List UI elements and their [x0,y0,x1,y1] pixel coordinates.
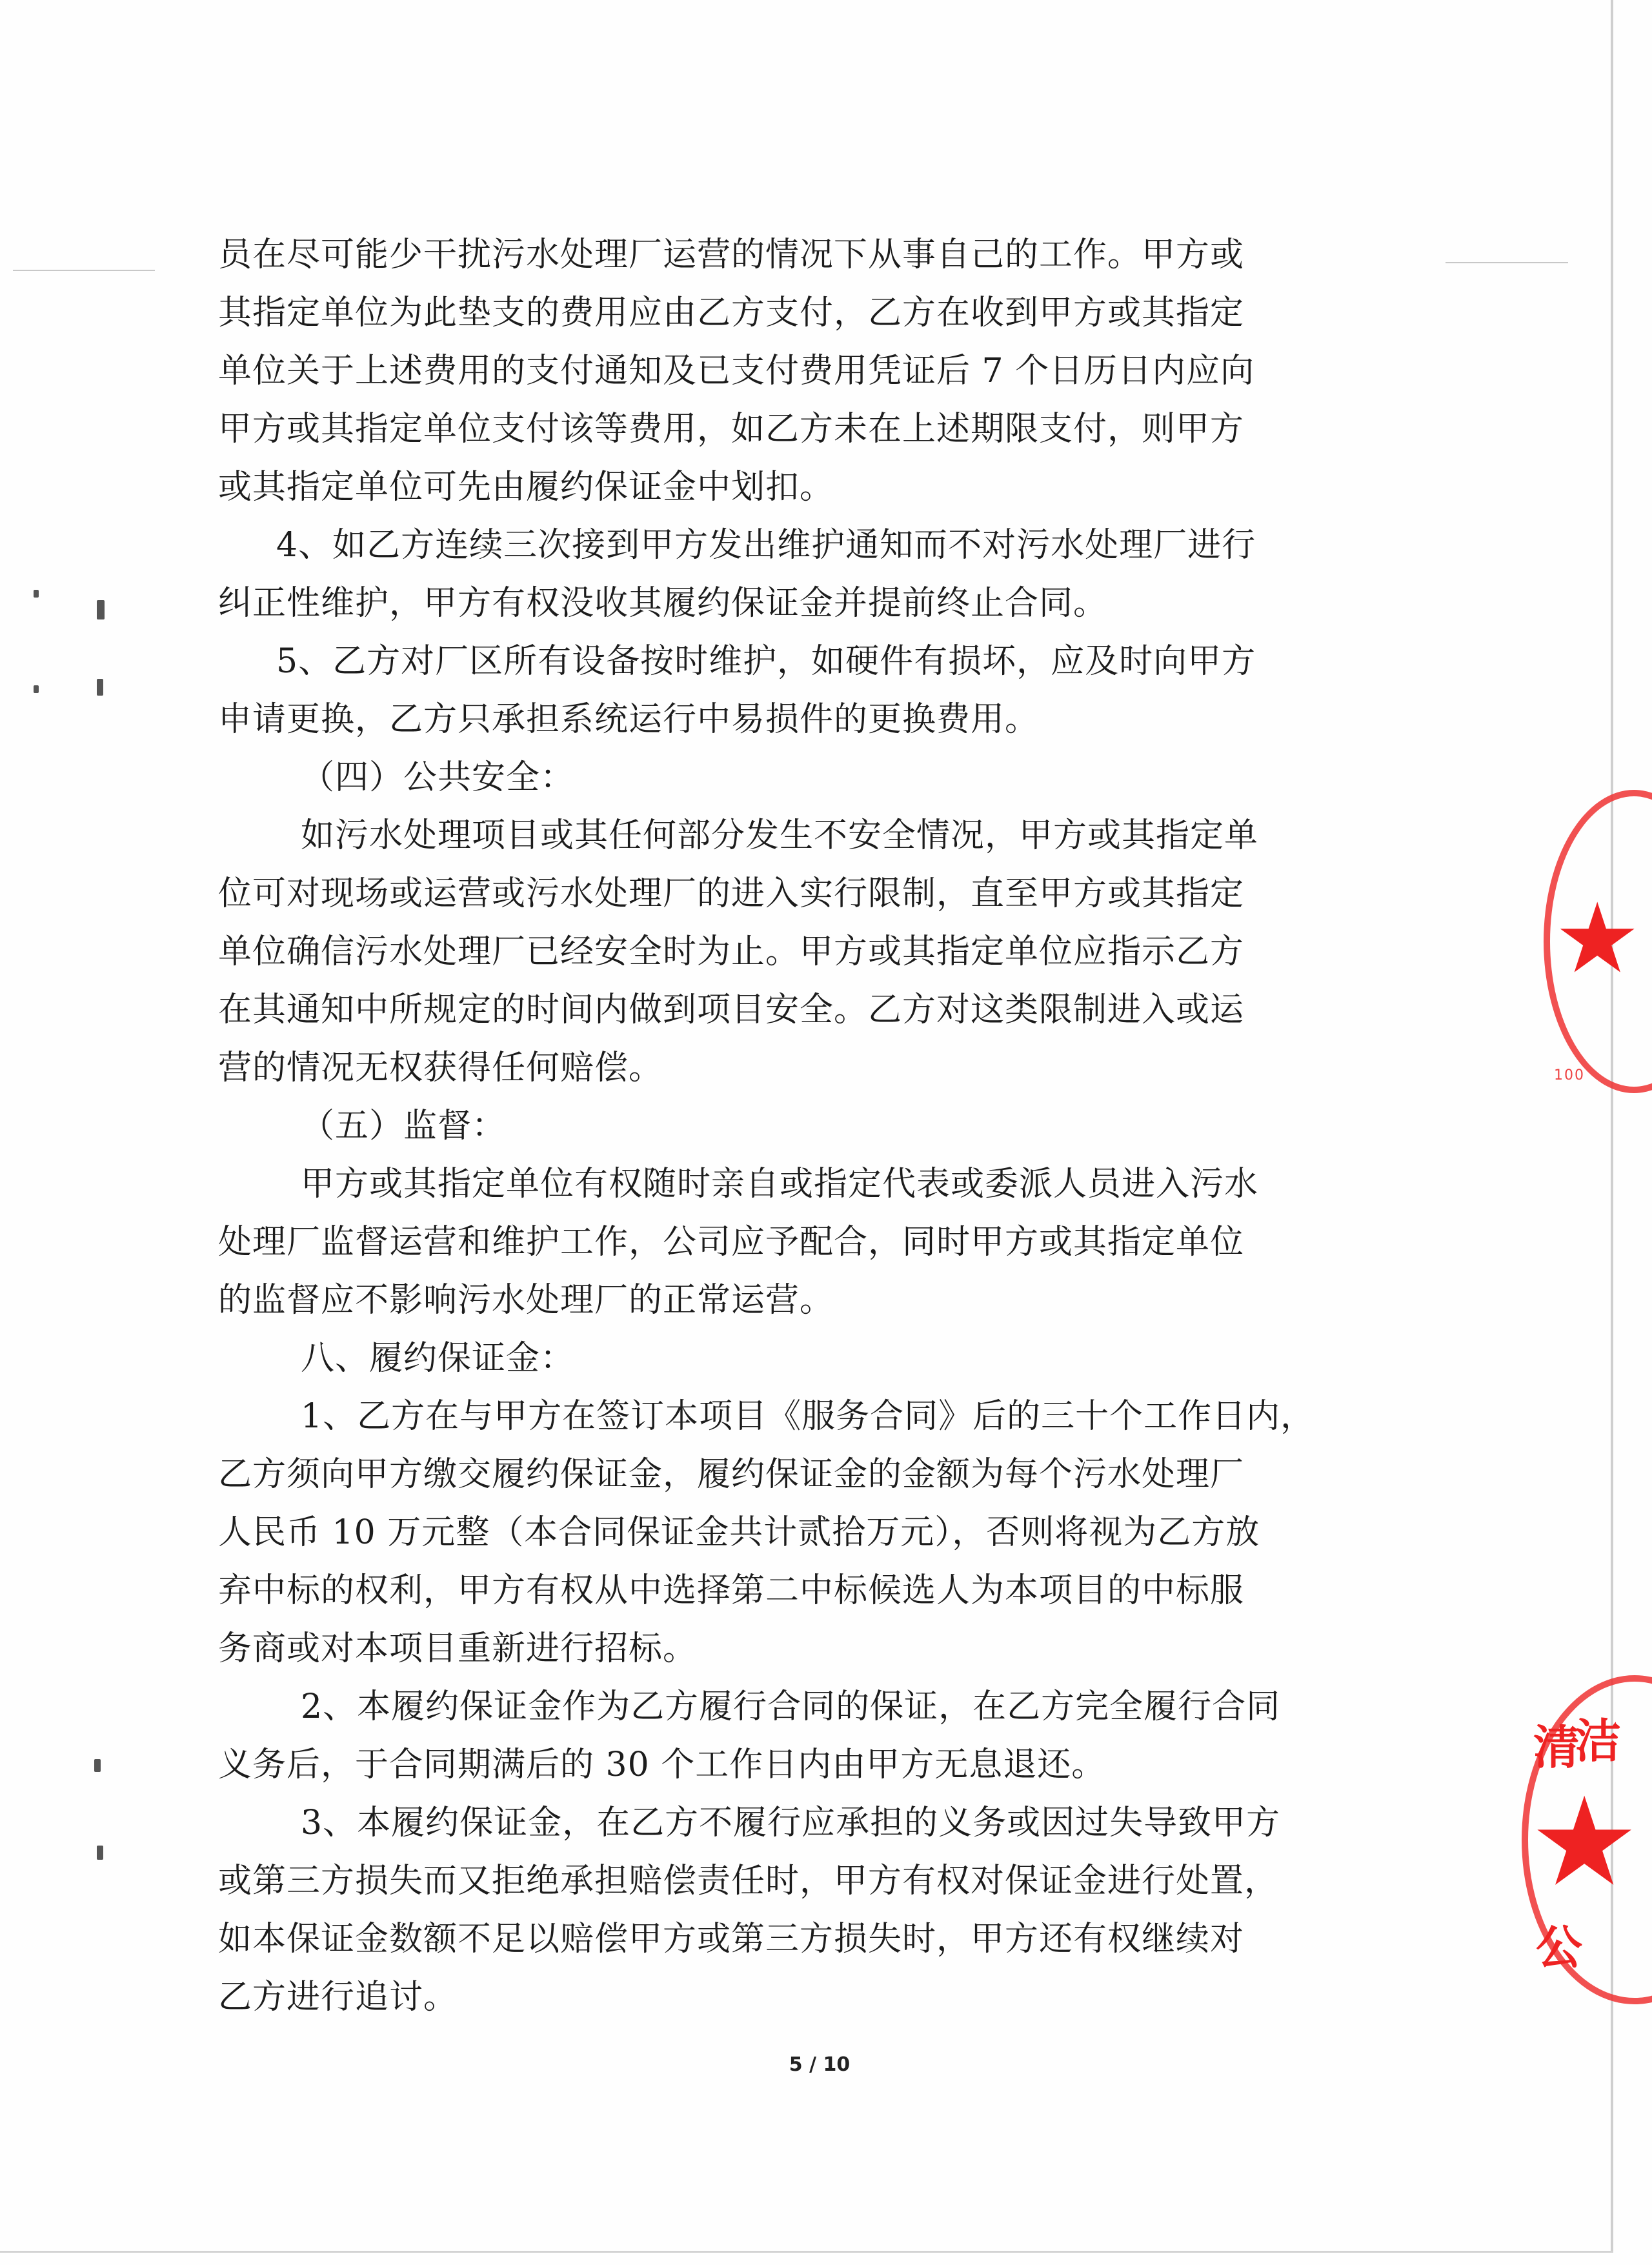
text-line: 处理厂监督运营和维护工作，公司应予配合，同时甲方或其指定单位 [218,1223,1245,1262]
bleed-through-mark [1446,262,1568,263]
seal-character: 清 [1533,1720,1580,1775]
text-line: 乙方须向甲方缴交履约保证金，履约保证金的金额为每个污水处理厂 [218,1455,1245,1494]
text-line: 在其通知中所规定的时间内做到项目安全。乙方对这类限制进入或运 [218,991,1245,1029]
binding-hole-mark [97,1846,103,1860]
binding-hole-mark [94,1759,101,1772]
text-line: 或其指定单位可先由履约保证金中划扣。 [218,468,834,507]
text-line: 如本保证金数额不足以赔偿甲方或第三方损失时，甲方还有权继续对 [218,1920,1245,1958]
text-line: 义务后，于合同期满后的 30 个工作日内由甲方无息退还。 [218,1746,1106,1784]
section-heading-public-safety: （四）公共安全： [301,758,575,797]
clause-bond-2: 2、本履约保证金作为乙方履行合同的保证，在乙方完全履行合同 [301,1687,1281,1726]
text-line: 乙方进行追讨。 [218,1978,458,2017]
text-line: 申请更换，乙方只承担系统运行中易损件的更换费用。 [218,700,1040,739]
binding-hole-mark [97,679,103,696]
text-line: 弃中标的权利，甲方有权从中选择第二中标候选人为本项目的中标服 [218,1571,1245,1610]
text-line: 如污水处理项目或其任何部分发生不安全情况，甲方或其指定单 [301,816,1259,855]
text-line: 甲方或其指定单位有权随时亲自或指定代表或委派人员进入污水 [301,1165,1259,1203]
document-body [218,226,1380,2026]
text-line: 务商或对本项目重新进行招标。 [218,1629,698,1668]
clause-bond-3: 3、本履约保证金，在乙方不履行应承担的义务或因过失导致甲方 [301,1804,1281,1842]
text-line: 位可对现场或运营或污水处理厂的进入实行限制，直至甲方或其指定 [218,874,1245,913]
clause-4: 4、如乙方连续三次接到甲方发出维护通知而不对污水处理厂进行 [276,526,1256,565]
seal-star-icon: ★ [1554,883,1641,995]
text-line: 单位关于上述费用的支付通知及已支付费用凭证后 7 个日历日内应向 [218,352,1255,390]
page-edge-bottom [0,2251,1613,2253]
section-heading-supervision: （五）监督： [301,1107,507,1145]
text-line: 营的情况无权获得任何赔偿。 [218,1049,663,1087]
text-line: 或第三方损失而又拒绝承担赔偿责任时，甲方有权对保证金进行处置， [218,1862,1279,1900]
text-line: 甲方或其指定单位支付该等费用，如乙方未在上述期限支付，则甲方 [218,410,1245,448]
text-line: 单位确信污水处理厂已经安全时为止。甲方或其指定单位应指示乙方 [218,932,1245,971]
page-number: 5 / 10 [789,2053,851,2076]
text-line: 其指定单位为此垫支的费用应由乙方支付，乙方在收到甲方或其指定 [218,294,1245,332]
text-line: 人民币 10 万元整（本合同保证金共计贰拾万元），否则将视为乙方放 [218,1513,1260,1552]
text-line: 纠正性维护，甲方有权没收其履约保证金并提前终止合同。 [218,584,1108,623]
section-heading-performance-bond: 八、履约保证金： [301,1339,575,1378]
binding-hole-mark [34,685,39,693]
text-line: 的监督应不影响污水处理厂的正常运营。 [218,1281,834,1320]
clause-5: 5、乙方对厂区所有设备按时维护，如硬件有损坏，应及时向甲方 [276,642,1256,681]
seal-star-icon: ★ [1529,1771,1640,1913]
text-line: 员在尽可能少干扰污水处理厂运营的情况下从事自己的工作。甲方或 [218,236,1245,274]
seal-character: 洁 [1575,1713,1622,1768]
binding-hole-mark [34,590,39,598]
bleed-through-mark [13,270,155,271]
seal-character: 公 [1536,1920,1583,1975]
seal-serial-number: 100 [1554,1067,1585,1083]
clause-bond-1: 1、乙方在与甲方在签订本项目《服务合同》后的三十个工作日内， [301,1397,1315,1436]
binding-hole-mark [97,600,105,619]
